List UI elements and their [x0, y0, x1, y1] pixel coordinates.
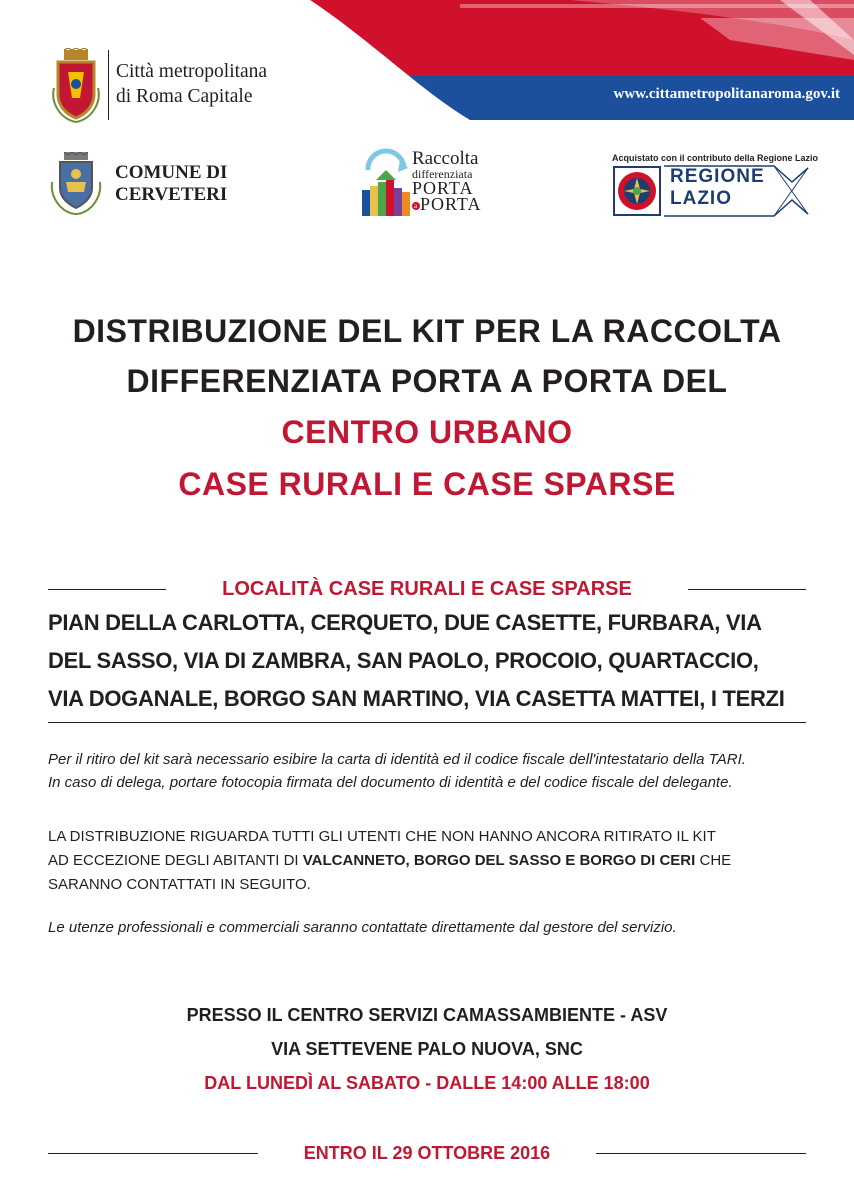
title-line2: DIFFERENZIATA PORTA A PORTA DEL — [126, 363, 728, 399]
title-red-line1: CENTRO URBANO — [281, 414, 573, 450]
deadline-text: ENTRO IL 29 OTTOBRE 2016 — [303, 1143, 551, 1163]
info-caps1: LA DISTRIBUZIONE RIGUARDA TUTTI GLI UTENTI CHE NON HANNO ANCORA RITIRATO IL KIT — [48, 828, 716, 845]
localita-heading — [48, 576, 806, 602]
info-caps2 — [48, 849, 818, 873]
info-italic3: Le utenze professionali e commerciali saranno contattate direttamente dal gestore del servizio. — [48, 919, 677, 936]
info-italic-block — [48, 748, 818, 794]
cerveteri-crest-icon — [48, 152, 104, 216]
regione-caption: Acquistato con il contributo della Regione Lazio — [612, 153, 819, 163]
logo-separator — [108, 50, 109, 120]
comune-name — [115, 162, 227, 206]
citta-line2: di Roma Capitale — [116, 86, 253, 107]
localita-line3: VIA DOGANALE, BORGO SAN MARTINO, VIA CASETTA MATTEI, I TERZI — [48, 686, 785, 711]
localita-list — [48, 604, 808, 718]
presso-line1: PRESSO IL CENTRO SERVIZI CAMASSAMBIENTE - ASV — [186, 1005, 668, 1025]
localita-line2: DEL SASSO, VIA DI ZAMBRA, SAN PAOLO, PROCOIO, QUARTACCIO, — [48, 648, 759, 673]
info-caps2-bold: VALCANNETO, BORGO DEL SASSO E BORGO DI CERI — [302, 852, 696, 869]
raccolta-line1: Raccolta — [412, 148, 479, 169]
info-caps2-post: CHE — [695, 852, 732, 869]
comune-line1: COMUNE DI — [115, 162, 228, 183]
raccolta-name — [412, 150, 482, 212]
info-italic1: Per il ritiro del kit sarà necessario esibire la carta di identità ed il codice fiscale dell'intestatario della TARI. — [48, 751, 746, 768]
raccolta-line3: PORTA — [412, 178, 474, 198]
comune-line2: CERVETERI — [115, 184, 228, 205]
info-caps-block — [48, 825, 818, 897]
location-block — [20, 998, 834, 1100]
deadline — [48, 1140, 806, 1166]
title-line1: DISTRIBUZIONE DEL KIT PER LA RACCOLTA — [72, 313, 782, 349]
localita-line1: PIAN DELLA CARLOTTA, CERQUETO, DUE CASETTE, FURBARA, VIA — [48, 610, 762, 635]
regione-lazio-seal-icon — [612, 165, 662, 217]
title-red-line2: CASE RURALI E CASE SPARSE — [178, 466, 676, 502]
regione-line1: REGIONE — [670, 166, 765, 187]
raccolta-line4-text: PORTA — [420, 194, 482, 214]
regione-line2: LAZIO — [670, 188, 732, 209]
localita-divider — [48, 722, 806, 723]
raccolta-dot: a — [413, 201, 419, 210]
main-title — [20, 306, 834, 510]
raccolta-line2: differenziata — [412, 167, 473, 181]
citta-metropolitana-crest-icon — [50, 48, 102, 124]
presso-line2: VIA SETTEVENE PALO NUOVA, SNC — [271, 1039, 583, 1059]
citta-metropolitana-name — [116, 59, 267, 109]
info-caps3: SARANNO CONTATTATI IN SEGUITO. — [48, 876, 311, 893]
info-caps2-pre: AD ECCEZIONE DEGLI ABITANTI DI — [48, 852, 303, 869]
citta-line1: Città metropolitana — [116, 61, 268, 82]
localita-heading-text: LOCALITÀ CASE RURALI E CASE SPARSE — [222, 578, 632, 600]
presso-line3: DAL LUNEDÌ AL SABATO - DALLE 14:00 ALLE 18:00 — [204, 1073, 650, 1093]
regione-name — [670, 166, 765, 210]
raccolta-differenziata-icon — [360, 148, 412, 218]
website-url: www.cittametropolitanaroma.gov.it — [613, 86, 840, 102]
raccolta-line4 — [412, 196, 482, 212]
info-italic2: In caso di delega, portare fotocopia firmata del documento di identità e del codice fiscale del delegante. — [48, 774, 733, 791]
